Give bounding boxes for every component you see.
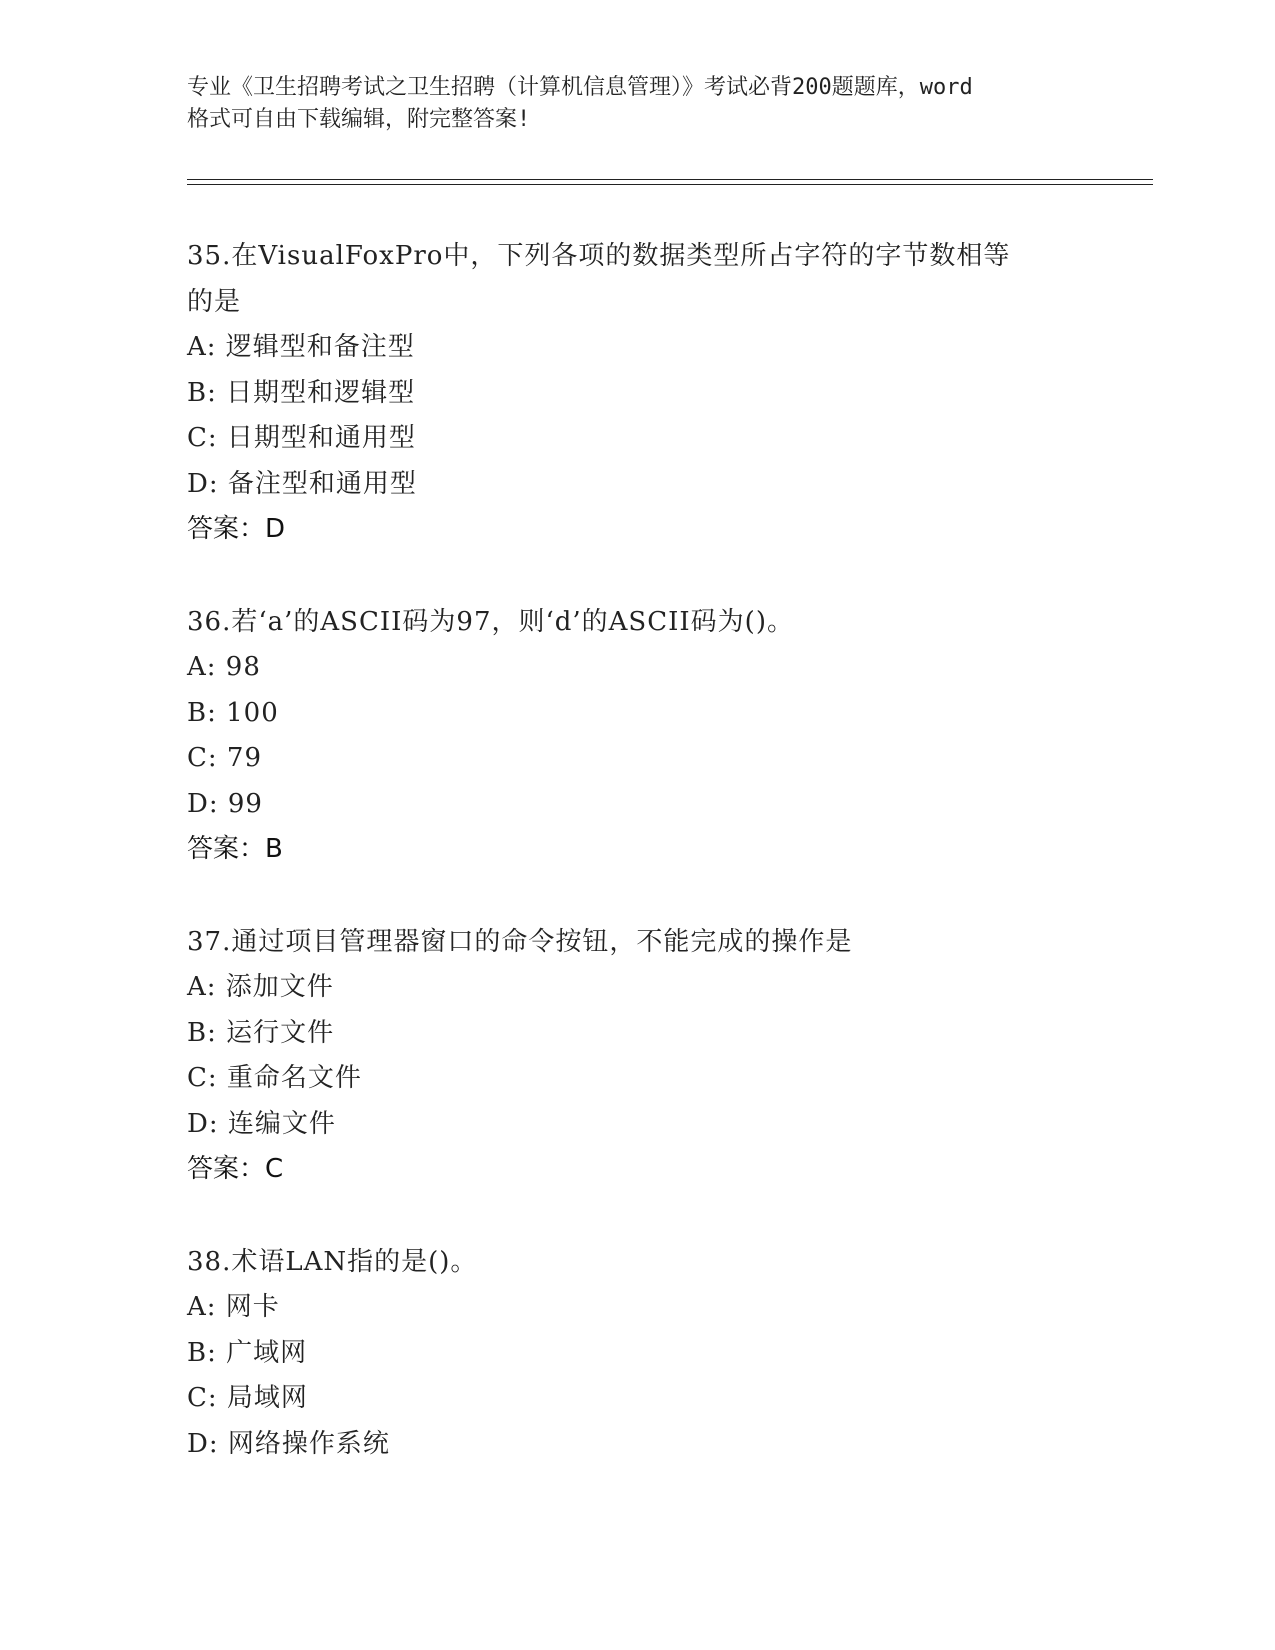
question-37 — [187, 920, 1087, 1193]
header-line-2: 格式可自由下载编辑，附完整答案! — [187, 107, 531, 132]
option-d: D: 备注型和通用型 — [187, 468, 417, 499]
question-text: 35.在VisualFoxPro中，下列各项的数据类型所占字符的字节数相等 — [187, 241, 1011, 271]
option-d: D: 99 — [187, 788, 263, 819]
question-list — [187, 234, 1087, 1514]
option-b: B: 运行文件 — [187, 1017, 335, 1048]
option-d: D: 连编文件 — [187, 1108, 336, 1139]
header-divider-bottom — [187, 184, 1153, 185]
header-divider-top — [187, 179, 1153, 180]
document-header — [187, 72, 1087, 136]
option-c: C: 日期型和通用型 — [187, 423, 416, 453]
option-c: C: 重命名文件 — [187, 1063, 362, 1093]
option-b: B: 日期型和逻辑型 — [187, 377, 416, 408]
question-38 — [187, 1240, 1087, 1468]
answer: 答案：D — [187, 514, 286, 544]
option-b: B: 100 — [187, 697, 279, 728]
option-b: B: 广域网 — [187, 1337, 308, 1368]
question-35 — [187, 234, 1087, 553]
option-c: C: 局域网 — [187, 1383, 308, 1413]
option-a: A: 逻辑型和备注型 — [187, 332, 415, 362]
question-text: 36.若‘a’的ASCII码为97，则‘d’的ASCII码为()。 — [187, 606, 794, 637]
answer: 答案：C — [187, 1154, 284, 1184]
option-a: A: 添加文件 — [187, 972, 334, 1002]
question-text: 38.术语LAN指的是()。 — [187, 1246, 478, 1277]
option-c: C: 79 — [187, 743, 263, 773]
option-d: D: 网络操作系统 — [187, 1428, 390, 1459]
question-text: 37.通过项目管理器窗口的命令按钮，不能完成的操作是 — [187, 926, 853, 957]
question-36 — [187, 600, 1087, 873]
question-text-continued: 的是 — [187, 286, 242, 317]
answer: 答案：B — [187, 834, 283, 864]
header-line-1: 专业《卫生招聘考试之卫生招聘（计算机信息管理）》考试必背200题题库，word — [187, 75, 973, 100]
option-a: A: 98 — [187, 652, 261, 682]
option-a: A: 网卡 — [187, 1292, 280, 1322]
